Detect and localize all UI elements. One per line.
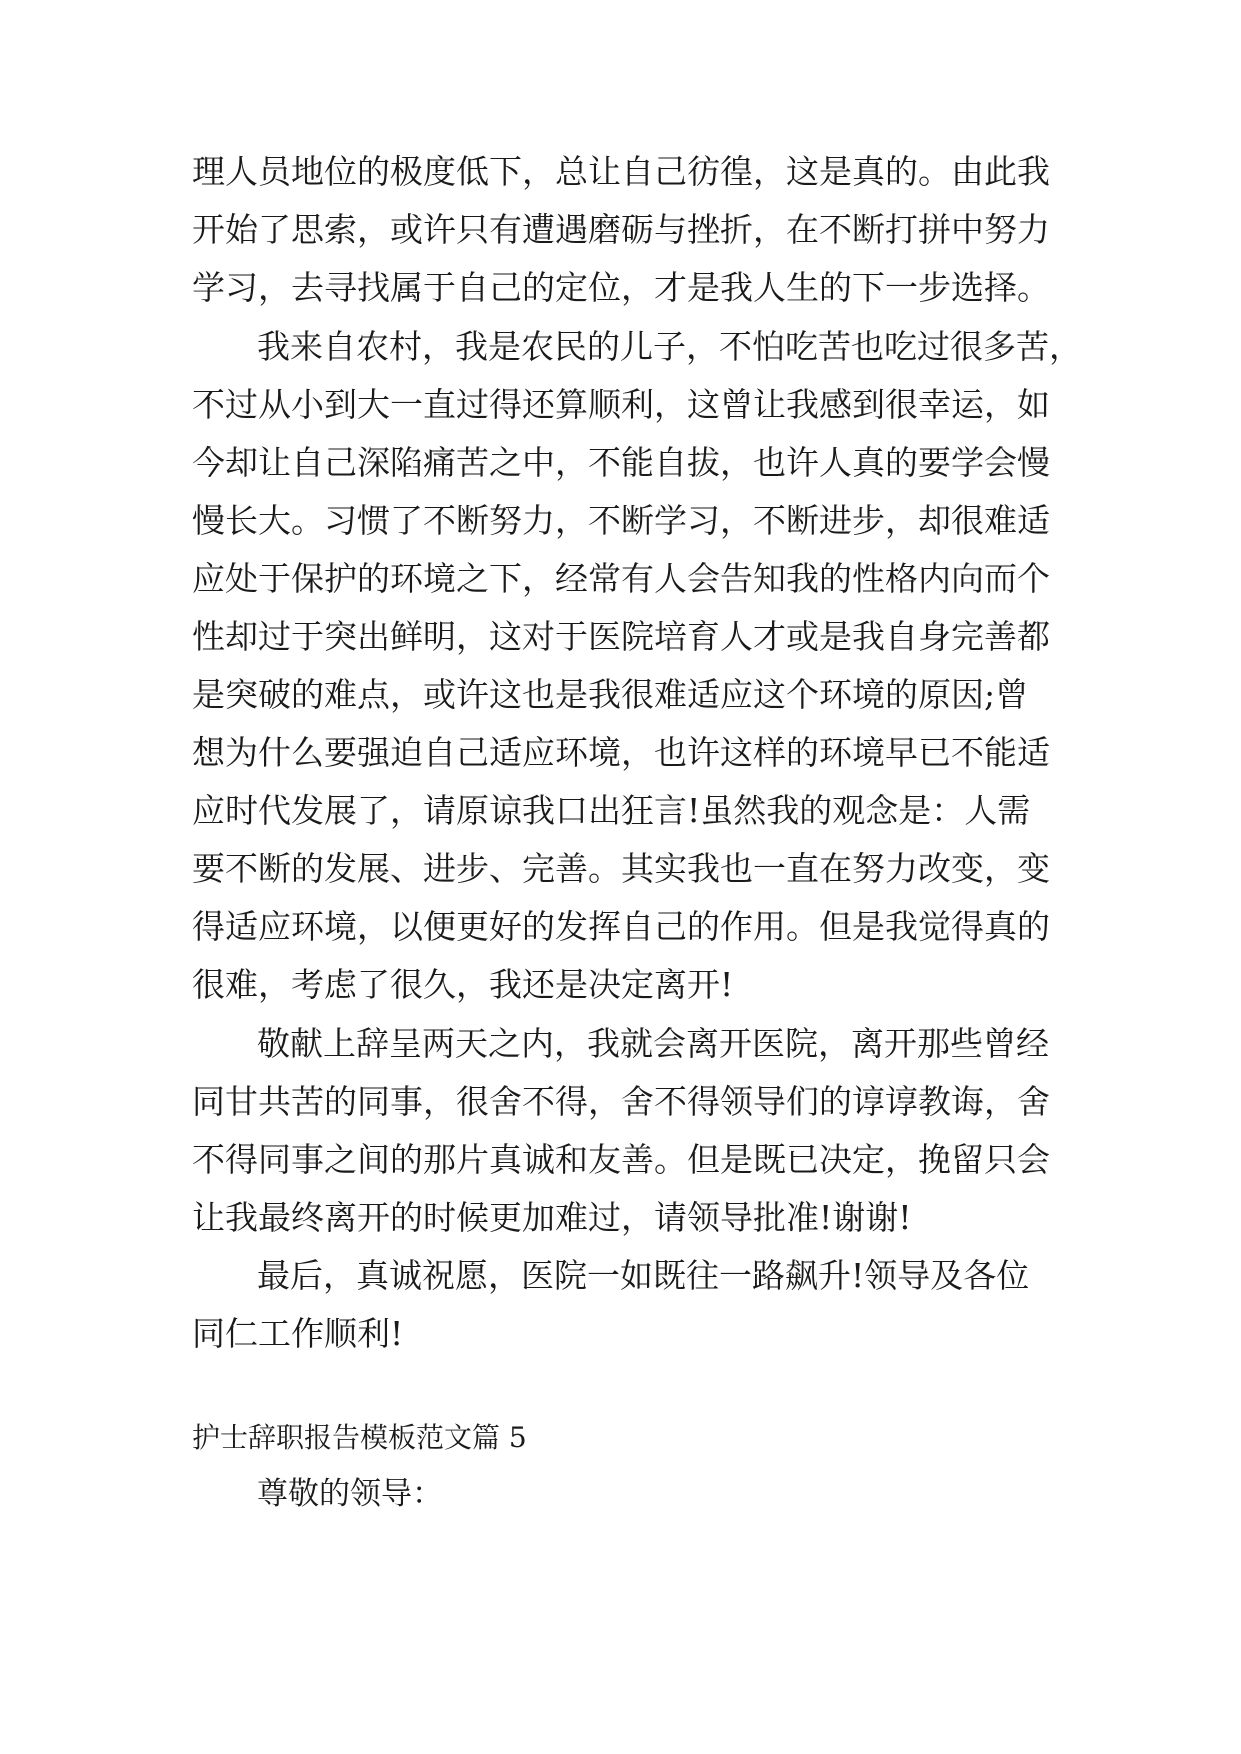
text-line: 今却让自己深陷痛苦之中，不能自拔，也许人真的要学会慢	[192, 443, 1050, 482]
text-line: 性却过于突出鲜明，这对于医院培育人才或是我自身完善都	[192, 617, 1050, 656]
text-line: 不得同事之间的那片真诚和友善。但是既已决定，挽留只会	[192, 1140, 1050, 1179]
text-line: 应时代发展了，请原谅我口出狂言!虽然我的观念是：人需	[192, 791, 1031, 830]
text-line: 很难，考虑了很久，我还是决定离开!	[192, 965, 734, 1004]
text-line: 学习，去寻找属于自己的定位，才是我人生的下一步选择。	[192, 268, 1050, 307]
text-line: 让我最终离开的时候更加难过，请领导批准!谢谢!	[192, 1198, 912, 1237]
salutation: 尊敬的领导：	[257, 1476, 443, 1512]
text-line: 是突破的难点，或许这也是我很难适应这个环境的原因;曾	[192, 675, 1029, 714]
text-line: 慢长大。习惯了不断努力，不断学习，不断进步，却很难适	[192, 501, 1050, 540]
text-line: 同甘共苦的同事，很舍不得，舍不得领导们的谆谆教诲，舍	[192, 1082, 1050, 1121]
paragraph-start-line: 敬献上辞呈两天之内，我就会离开医院，离开那些曾经	[257, 1024, 1049, 1063]
text-line: 开始了思索，或许只有遭遇磨砺与挫折，在不断打拼中努力	[192, 210, 1050, 249]
text-line: 想为什么要强迫自己适应环境，也许这样的环境早已不能适	[192, 733, 1050, 772]
text-line: 得适应环境，以便更好的发挥自己的作用。但是我觉得真的	[192, 907, 1050, 946]
text-line: 应处于保护的环境之下，经常有人会告知我的性格内向而个	[192, 559, 1050, 598]
text-line: 要不断的发展、进步、完善。其实我也一直在努力改变，变	[192, 849, 1050, 888]
text-line: 同仁工作顺利!	[192, 1314, 404, 1353]
text-line: 不过从小到大一直过得还算顺利，这曾让我感到很幸运，如	[192, 385, 1050, 424]
paragraph-start-line: 我来自农村，我是农民的儿子，不怕吃苦也吃过很多苦，	[257, 327, 1082, 366]
section-heading: 护士辞职报告模板范文篇 5	[192, 1421, 527, 1454]
text-line: 理人员地位的极度低下，总让自己彷徨，这是真的。由此我	[192, 152, 1050, 191]
paragraph-start-line: 最后，真诚祝愿，医院一如既往一路飙升!领导及各位	[257, 1256, 1030, 1295]
